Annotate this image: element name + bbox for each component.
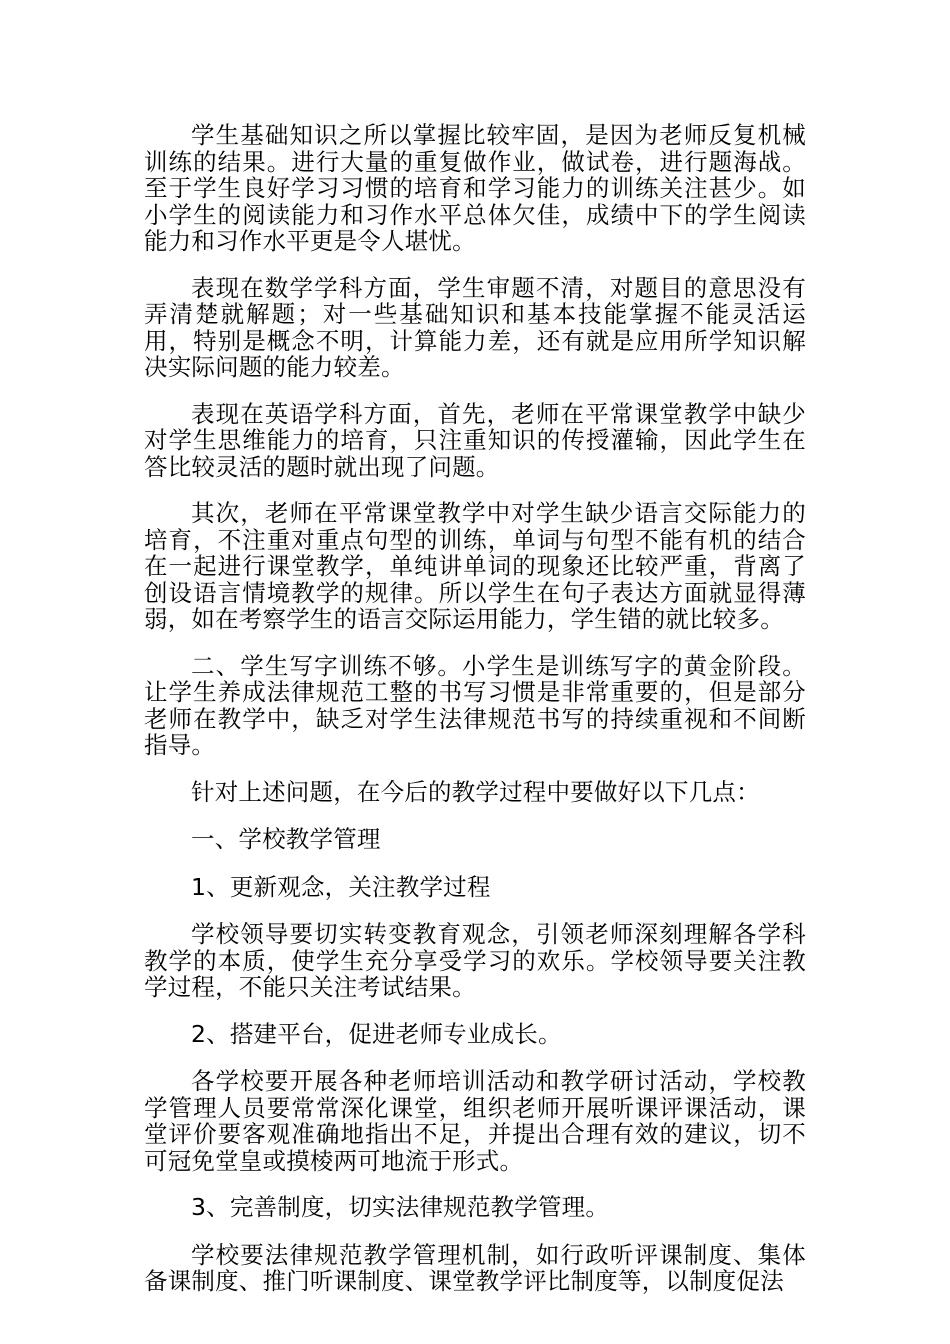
paragraph-7: 学校领导要切实转变教育观念，引领老师深刻理解各学科教学的本质，使学生充分享受学习的欢乐。学校领导要关注教学过程，不能只关注考试结果。 — [144, 920, 806, 1001]
section-heading-1: 一、学校教学管理 — [191, 825, 381, 853]
subheading-1: 1、更新观念，关注教学过程 — [191, 872, 491, 901]
paragraph-8: 各学校要开展各种老师培训活动和教学研讨活动，学校教学管理人员要常常深化课堂，组织老师开展听课评课活动，课堂评价要客观准确地指出不足，并提出合理有效的建议，切不可冠免堂皇或摸棱两可地流于形式。 — [144, 1067, 806, 1175]
paragraph-2: 表现在数学学科方面，学生审题不清，对题目的意思没有弄清楚就解题；对一些基础知识和基本技能掌握不能灵活运用，特别是概念不明，计算能力差，还有就是应用所学知识解决实际问题的能力较差。 — [144, 273, 806, 381]
paragraph-5: 二、学生写字训练不够。小学生是训练写字的黄金阶段。让学生养成法律规范工整的书写习惯是非常重要的，但是部分老师在教学中，缺乏对学生法律规范书写的持续重视和不间断指导。 — [144, 651, 806, 759]
paragraph-9: 学校要法律规范教学管理机制，如行政听评课制度、集体备课制度、推门听课制度、课堂教学评比制度等，以制度促法 — [144, 1240, 806, 1295]
subheading-2: 2、搭建平台，促进老师专业成长。 — [191, 1019, 562, 1048]
paragraph-4: 其次，老师在平常课堂教学中对学生缺少语言交际能力的培育，不注重对重点句型的训练，单词与句型不能有机的结合在一起进行课堂教学，单纯讲单词的现象还比较严重，背离了创设语言情境教学的规律。所以学生在句子表达方面就显得薄弱，如在考察学生的语言交际运用能力，学生错的就比较多。 — [144, 499, 806, 633]
paragraph-6: 针对上述问题，在今后的教学过程中要做好以下几点： — [191, 777, 760, 806]
document-page — [144, 122, 806, 1315]
subheading-3: 3、完善制度，切实法律规范教学管理。 — [191, 1193, 610, 1221]
paragraph-3: 表现在英语学科方面，首先，老师在平常课堂教学中缺少对学生思维能力的培育，只注重知识的传授灌输，因此学生在答比较灵活的题时就出现了问题。 — [144, 399, 806, 481]
paragraph-1: 学生基础知识之所以掌握比较牢固，是因为老师反复机械训练的结果。进行大量的重复做作业，做试卷，进行题海战。至于学生良好学习习惯的培育和学习能力的训练关注甚少。如小学生的阅读能力和习作水平总体欠佳，成绩中下的学生阅读能力和习作水平更是令人堪忧。 — [144, 121, 806, 255]
